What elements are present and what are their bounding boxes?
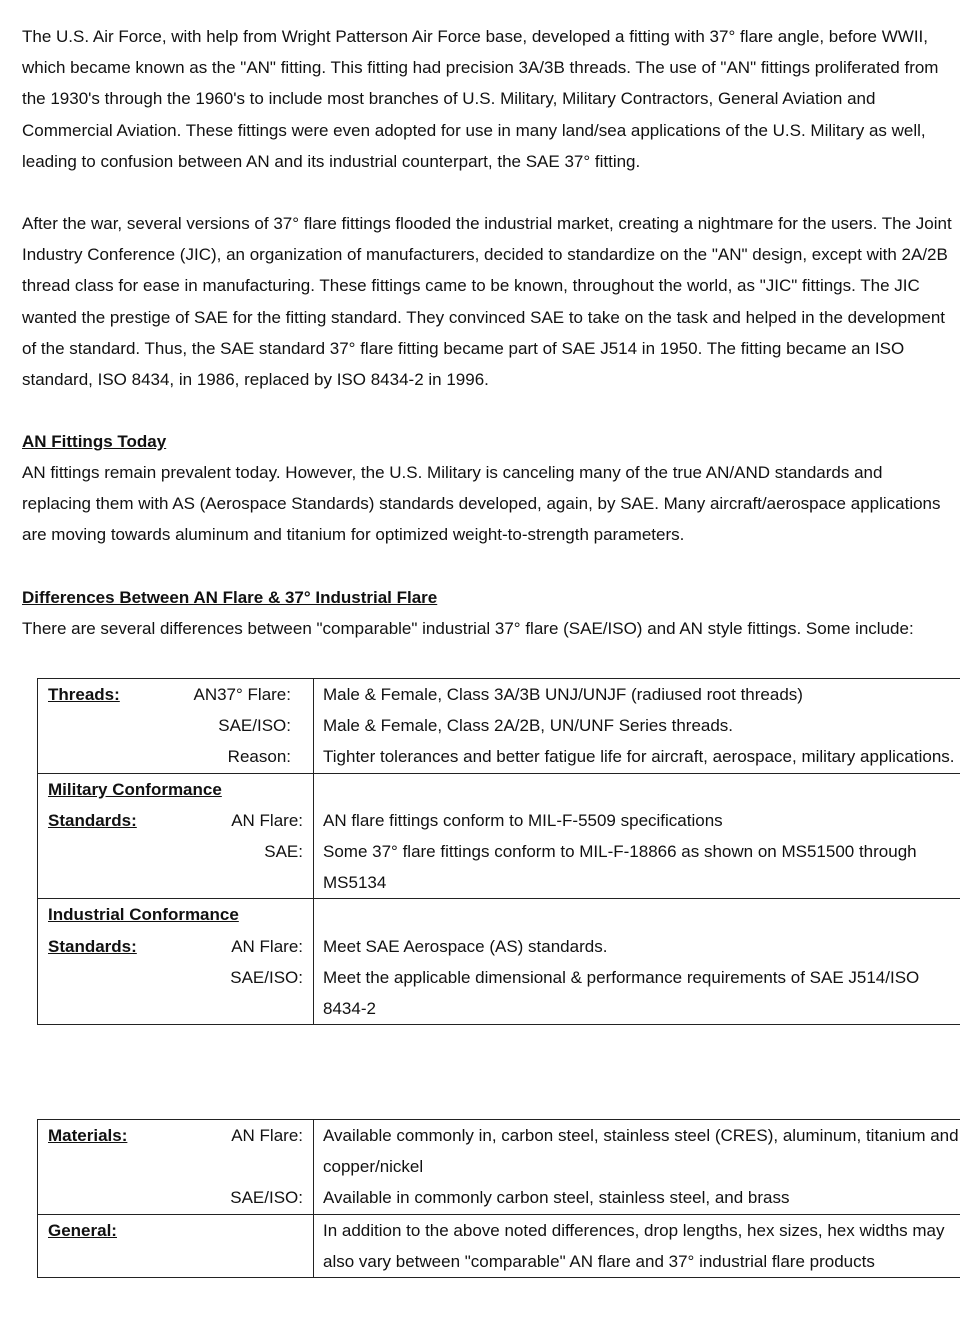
materials-an-sub-label: AN Flare: <box>231 1126 303 1145</box>
table-row <box>38 679 960 711</box>
differences-table <box>37 678 960 1025</box>
threads-label: Threads: <box>48 685 120 704</box>
threads-label-cell <box>38 679 314 711</box>
general-value: In addition to the above noted differences, drop lengths, hex sizes, hex widths may also vary between "comparable" AN flare and 37° industrial flare products <box>314 1214 960 1277</box>
table-row <box>38 805 960 836</box>
materials-table <box>37 1119 960 1278</box>
table-row <box>38 1182 960 1214</box>
table-row <box>38 710 960 741</box>
threads-an-value: Male & Female, Class 3A/3B UNJ/UNJF (radiused root threads) <box>314 679 960 711</box>
section-heading-an-fittings-today: AN Fittings Today <box>22 432 167 451</box>
section-heading-differences: Differences Between AN Flare & 37° Industrial Flare <box>22 588 438 607</box>
an-today-paragraph: AN fittings remain prevalent today. However, the U.S. Military is canceling many of the true AN/AND standards and replacing them with AS (Aerospace Standards) standards developed, again, by SAE. Many aircraft/aerospace applications are moving towards aluminum and titanium for optimized weight-to-strength parameters. <box>22 463 941 545</box>
table-row <box>38 962 960 1025</box>
military-an-sub-label: AN Flare: <box>231 810 303 830</box>
industrial-sae-sub-label: SAE/ISO: <box>230 967 303 987</box>
table-row <box>38 773 960 805</box>
table-row <box>38 1214 960 1277</box>
military-sae-value: Some 37° flare fittings conform to MIL-F-18866 as shown on MS51500 through MS5134 <box>323 842 917 893</box>
military-conformance-label: Military Conformance <box>48 779 222 799</box>
threads-reason-sub-label: Reason: <box>227 747 291 767</box>
military-an-value: AN flare fittings conform to MIL-F-5509 specifications <box>323 810 723 830</box>
threads-sae-value: Male & Female, Class 2A/2B, UN/UNF Series threads. <box>323 716 734 736</box>
military-standards-label: Standards: <box>48 810 137 830</box>
table-row <box>38 899 960 931</box>
industrial-an-sub-label: AN Flare: <box>231 936 303 956</box>
materials-sae-sub-label: SAE/ISO: <box>230 1188 303 1208</box>
industrial-an-value: Meet SAE Aerospace (AS) standards. <box>323 936 608 956</box>
materials-sae-value: Available in commonly carbon steel, stainless steel, and brass <box>323 1188 790 1208</box>
industrial-standards-label: Standards: <box>48 936 137 956</box>
table-row <box>38 931 960 962</box>
materials-label: Materials: <box>48 1126 128 1145</box>
history-paragraph: After the war, several versions of 37° flare fittings flooded the industrial market, creating a nightmare for the users. The Joint Industry Conference (JIC), an organization of manufacturers, decided to standardize on the "AN" design, except with 2A/2B thread class for ease in manufacturing. These fittings came to be known, throughout the world, as "JIC" fittings. The JIC wanted the prestige of SAE for the fitting standard. They convinced SAE to take on the task and helped in the development of the standard. Thus, the SAE standard 37° flare fitting became part of SAE J514 in 1950. The fitting became an ISO standard, ISO 8434, in 1986, replaced by ISO 8434-2 in 1996. <box>22 214 952 390</box>
threads-sae-sub-label: SAE/ISO: <box>218 716 291 736</box>
threads-an-sub-label: AN37° Flare: <box>193 685 291 704</box>
threads-reason-value: Tighter tolerances and better fatigue life for aircraft, aerospace, military applications. <box>323 747 955 767</box>
table-row <box>38 741 960 773</box>
intro-paragraph: The U.S. Air Force, with help from Wright Patterson Air Force base, developed a fitting with 37° flare angle, before WWII, which became known as the "AN" fitting. This fitting had precision 3A/3B threads. The use of "AN" fittings proliferated from the 1930's through the 1960's to include most branches of U.S. Military, Military Contractors, General Aviation and Commercial Aviation. These fittings were even adopted for use in many land/sea applications of the U.S. Military as well, leading to confusion between AN and its industrial counterpart, the SAE 37° fitting. <box>22 27 939 171</box>
table-row <box>38 1120 960 1183</box>
table-row <box>38 836 960 899</box>
industrial-sae-value: Meet the applicable dimensional & performance requirements of SAE J514/ISO 8434-2 <box>314 962 960 1025</box>
materials-an-value: Available commonly in, carbon steel, stainless steel (CRES), aluminum, titanium and copper/nickel <box>314 1120 960 1183</box>
industrial-conformance-label: Industrial Conformance <box>48 905 239 925</box>
general-label: General: <box>48 1220 117 1240</box>
military-sae-sub-label: SAE: <box>264 842 303 862</box>
differences-intro-paragraph: There are several differences between "comparable" industrial 37° flare (SAE/ISO) and AN style fittings. Some include: <box>22 619 914 638</box>
